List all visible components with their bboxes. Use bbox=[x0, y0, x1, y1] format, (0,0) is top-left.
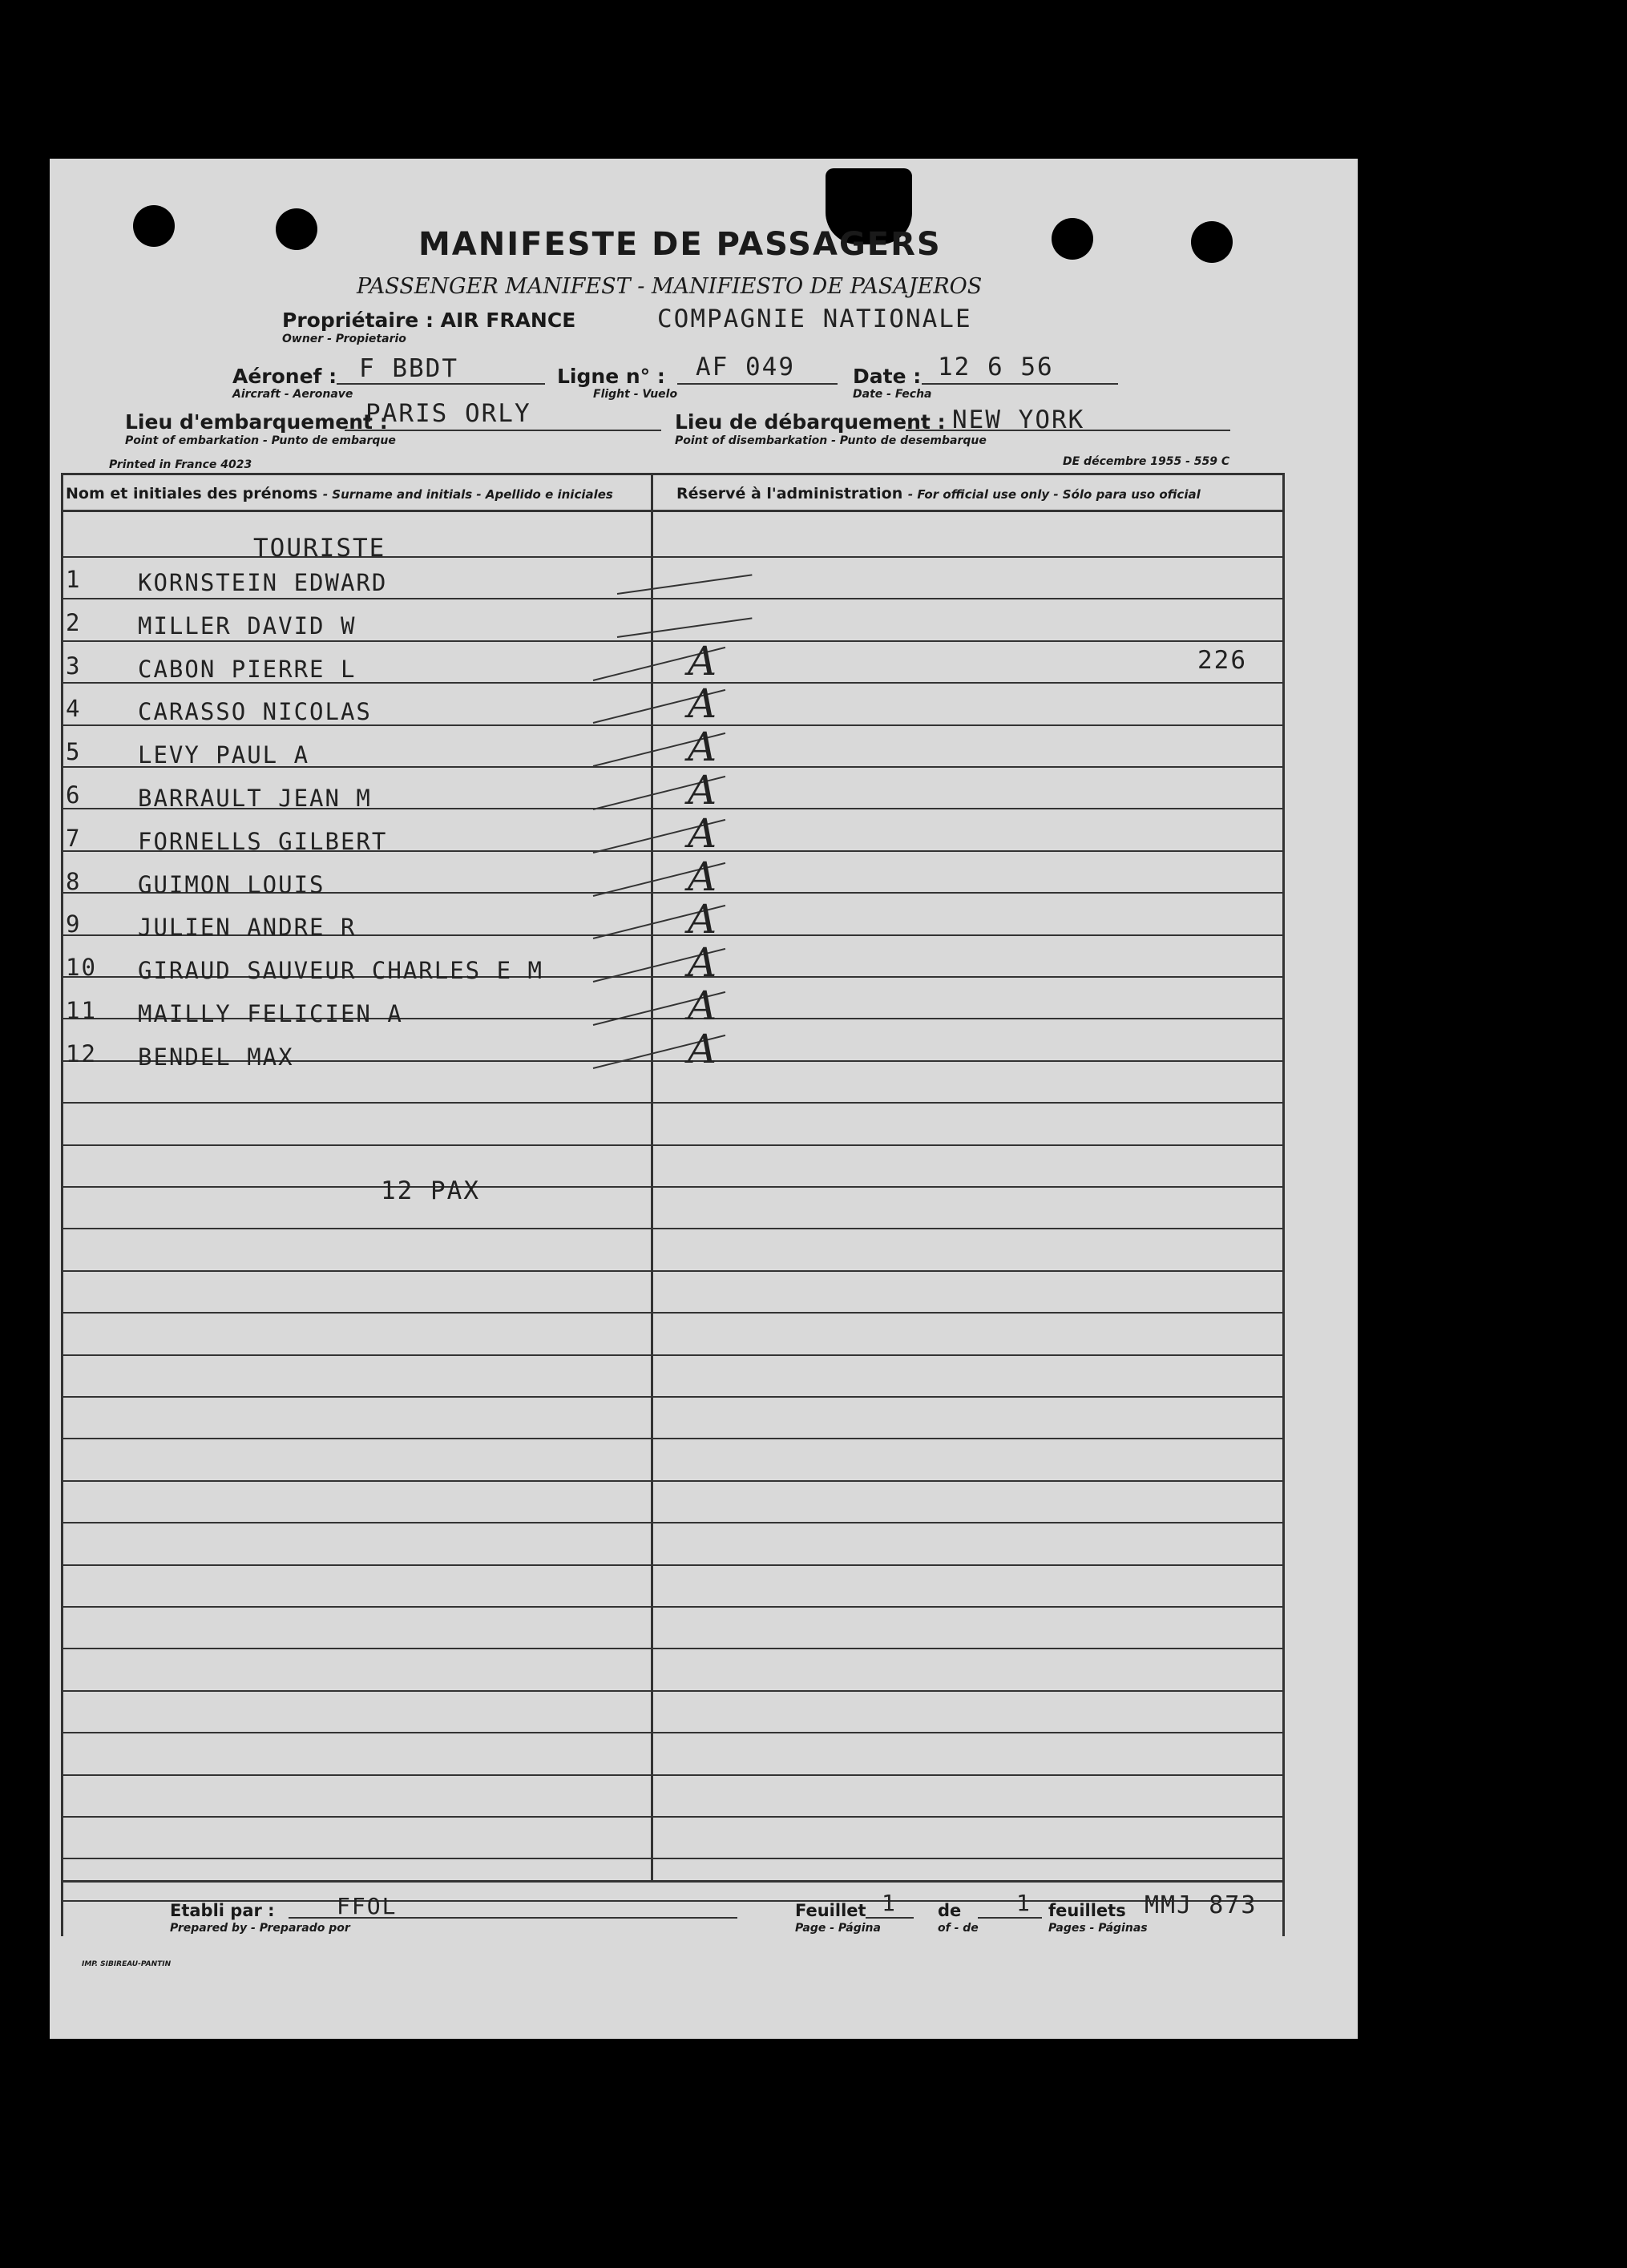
owner-label: Propriétaire : AIR FRANCE bbox=[282, 309, 576, 332]
admin-mark: A bbox=[688, 1025, 717, 1072]
ruled-line bbox=[61, 1564, 1284, 1566]
column-header-names-label: Nom et initiales des prénoms bbox=[66, 485, 318, 502]
date-sublabel: Date - Fecha bbox=[853, 388, 932, 401]
passenger-number: 3 bbox=[66, 652, 82, 680]
punch-hole bbox=[276, 208, 317, 250]
admin-mark: A bbox=[688, 983, 717, 1029]
ruled-line bbox=[61, 1270, 1284, 1272]
admin-mark: A bbox=[688, 767, 717, 813]
printed-note: Printed in France 4023 bbox=[109, 458, 252, 471]
ruled-line bbox=[61, 556, 1284, 558]
date-value: 12 6 56 bbox=[938, 353, 1054, 381]
aircraft-label: Aéronef : bbox=[232, 365, 337, 388]
column-header-admin bbox=[676, 485, 1201, 502]
passenger-name: KORNSTEIN EDWARD bbox=[138, 569, 388, 596]
table-right-border bbox=[1282, 473, 1285, 1936]
manifest-code: MMJ 873 bbox=[1145, 1891, 1258, 1919]
passenger-number: 5 bbox=[66, 738, 82, 766]
column-header-admin-sublabel: - For official use only - Sólo para uso oficial bbox=[907, 487, 1201, 502]
ruled-line bbox=[61, 1522, 1284, 1523]
embark-sublabel: Point of embarkation - Punto de embarque bbox=[125, 434, 396, 447]
prepared-by: FFOL bbox=[337, 1893, 398, 1919]
passenger-number: 6 bbox=[66, 781, 82, 809]
of-rule bbox=[978, 1917, 1042, 1919]
table-top-rule bbox=[61, 473, 1284, 475]
admin-mark: A bbox=[688, 939, 717, 987]
aircraft-value: F BBDT bbox=[359, 354, 458, 383]
passenger-name: JULIEN ANDRE R bbox=[138, 914, 357, 942]
ruled-line bbox=[61, 1648, 1284, 1649]
ruled-line bbox=[61, 1228, 1284, 1229]
passenger-number: 7 bbox=[66, 824, 82, 852]
ruled-line bbox=[61, 1438, 1284, 1439]
passenger-number: 4 bbox=[66, 695, 82, 723]
column-header-names-sublabel: - Surname and initials - Apellido e iniciales bbox=[322, 487, 613, 502]
class-label: TOURISTE bbox=[253, 534, 386, 563]
passenger-number: 12 bbox=[66, 1039, 97, 1067]
ruled-line bbox=[61, 1480, 1284, 1482]
disembark-rule bbox=[906, 430, 1230, 431]
punch-hole bbox=[1191, 221, 1233, 263]
ruled-line bbox=[61, 1354, 1284, 1356]
admin-mark: A bbox=[688, 896, 717, 943]
pages-sublabel: Pages - Páginas bbox=[1048, 1922, 1148, 1935]
ruled-line bbox=[61, 1186, 1284, 1188]
punch-hole bbox=[133, 205, 175, 247]
ruled-line bbox=[61, 1312, 1284, 1314]
admin-mark: A bbox=[688, 724, 717, 771]
aircraft-rule bbox=[337, 383, 545, 385]
passenger-number: 2 bbox=[66, 608, 82, 636]
passenger-name: MAILLY FELICIEN A bbox=[138, 1000, 403, 1027]
embark-rule bbox=[345, 430, 661, 431]
ruled-line bbox=[61, 1606, 1284, 1608]
ruled-line bbox=[61, 1774, 1284, 1776]
flight-rule bbox=[677, 383, 838, 385]
prepared-label: Etabli par : bbox=[170, 1901, 275, 1920]
ruled-line bbox=[61, 1102, 1284, 1104]
sheet-sublabel: Page - Página bbox=[795, 1922, 881, 1935]
passenger-number: 9 bbox=[66, 910, 82, 938]
ruled-line bbox=[61, 1144, 1284, 1146]
flight-label: Ligne n° : bbox=[557, 365, 665, 388]
ruled-line bbox=[61, 1858, 1284, 1859]
of-sublabel: of - de bbox=[938, 1922, 979, 1935]
admin-note: 226 bbox=[1197, 645, 1247, 675]
date-rule bbox=[922, 383, 1118, 385]
embark-label: Lieu d'embarquement : bbox=[125, 410, 388, 434]
ruled-line bbox=[61, 598, 1284, 599]
owner-value: COMPAGNIE NATIONALE bbox=[657, 305, 972, 333]
admin-mark: A bbox=[688, 809, 717, 857]
punch-hole bbox=[1052, 218, 1093, 260]
sheet-rule bbox=[866, 1917, 914, 1919]
passenger-total: 12 PAX bbox=[381, 1176, 480, 1205]
ruled-line bbox=[61, 1396, 1284, 1398]
passenger-name: BENDEL MAX bbox=[138, 1043, 294, 1071]
manifest-title: MANIFESTE DE PASSAGERS bbox=[418, 226, 942, 263]
passenger-name: CABON PIERRE L bbox=[138, 655, 357, 683]
column-header-names bbox=[66, 485, 613, 502]
column-divider bbox=[651, 473, 653, 1882]
ruled-line bbox=[61, 1690, 1284, 1692]
embark-value: PARIS ORLY bbox=[365, 399, 531, 428]
passenger-name: MILLER DAVID W bbox=[138, 611, 357, 640]
sheet-number: 1 bbox=[882, 1890, 897, 1916]
flight-number: AF 049 bbox=[696, 353, 795, 381]
owner-sublabel: Owner - Propietario bbox=[282, 333, 406, 345]
of-number: 1 bbox=[1016, 1890, 1032, 1916]
passenger-number: 1 bbox=[66, 566, 82, 593]
pages-label: feuillets bbox=[1048, 1901, 1126, 1920]
passenger-number: 8 bbox=[66, 867, 82, 895]
passenger-name: LEVY PAUL A bbox=[138, 741, 310, 769]
date-label: Date : bbox=[853, 365, 922, 388]
sheet-label: Feuillet bbox=[795, 1901, 866, 1920]
ruled-line bbox=[61, 1816, 1284, 1818]
printer-imprint: IMP. SIBIREAU-PANTIN bbox=[82, 1960, 172, 1968]
prepared-rule bbox=[289, 1917, 737, 1919]
ruled-line bbox=[61, 640, 1284, 642]
of-label: de bbox=[938, 1901, 962, 1920]
passenger-number: 10 bbox=[66, 954, 97, 982]
passenger-name: GUIMON LOUIS bbox=[138, 870, 325, 898]
manifest-subtitle: PASSENGER MANIFEST - MANIFIESTO DE PASAJEROS bbox=[357, 274, 983, 299]
admin-mark: A bbox=[688, 680, 717, 728]
passenger-name: CARASSO NICOLAS bbox=[138, 698, 372, 726]
passenger-number: 11 bbox=[66, 997, 97, 1024]
admin-mark: A bbox=[688, 637, 717, 684]
prepared-sublabel: Prepared by - Preparado por bbox=[170, 1922, 350, 1935]
passenger-name: BARRAULT JEAN M bbox=[138, 785, 372, 812]
aircraft-sublabel: Aircraft - Aeronave bbox=[232, 388, 353, 401]
column-header-admin-label: Réservé à l'administration bbox=[676, 485, 903, 502]
flight-sublabel: Flight - Vuelo bbox=[593, 388, 678, 401]
footer-rule bbox=[61, 1880, 1284, 1883]
admin-mark: A bbox=[688, 853, 717, 900]
disembark-sublabel: Point of disembarkation - Punto de desembarque bbox=[675, 434, 987, 447]
passenger-name: GIRAUD SAUVEUR CHARLES E M bbox=[138, 957, 543, 985]
ruled-line bbox=[61, 1732, 1284, 1733]
table-left-border bbox=[61, 473, 63, 1936]
passenger-name: FORNELLS GILBERT bbox=[138, 827, 388, 855]
form-reference: DE décembre 1955 - 559 C bbox=[1063, 455, 1230, 468]
disembark-label: Lieu de débarquement : bbox=[675, 410, 946, 434]
disembark-value: NEW YORK bbox=[952, 406, 1085, 434]
table-header-rule bbox=[61, 510, 1284, 512]
